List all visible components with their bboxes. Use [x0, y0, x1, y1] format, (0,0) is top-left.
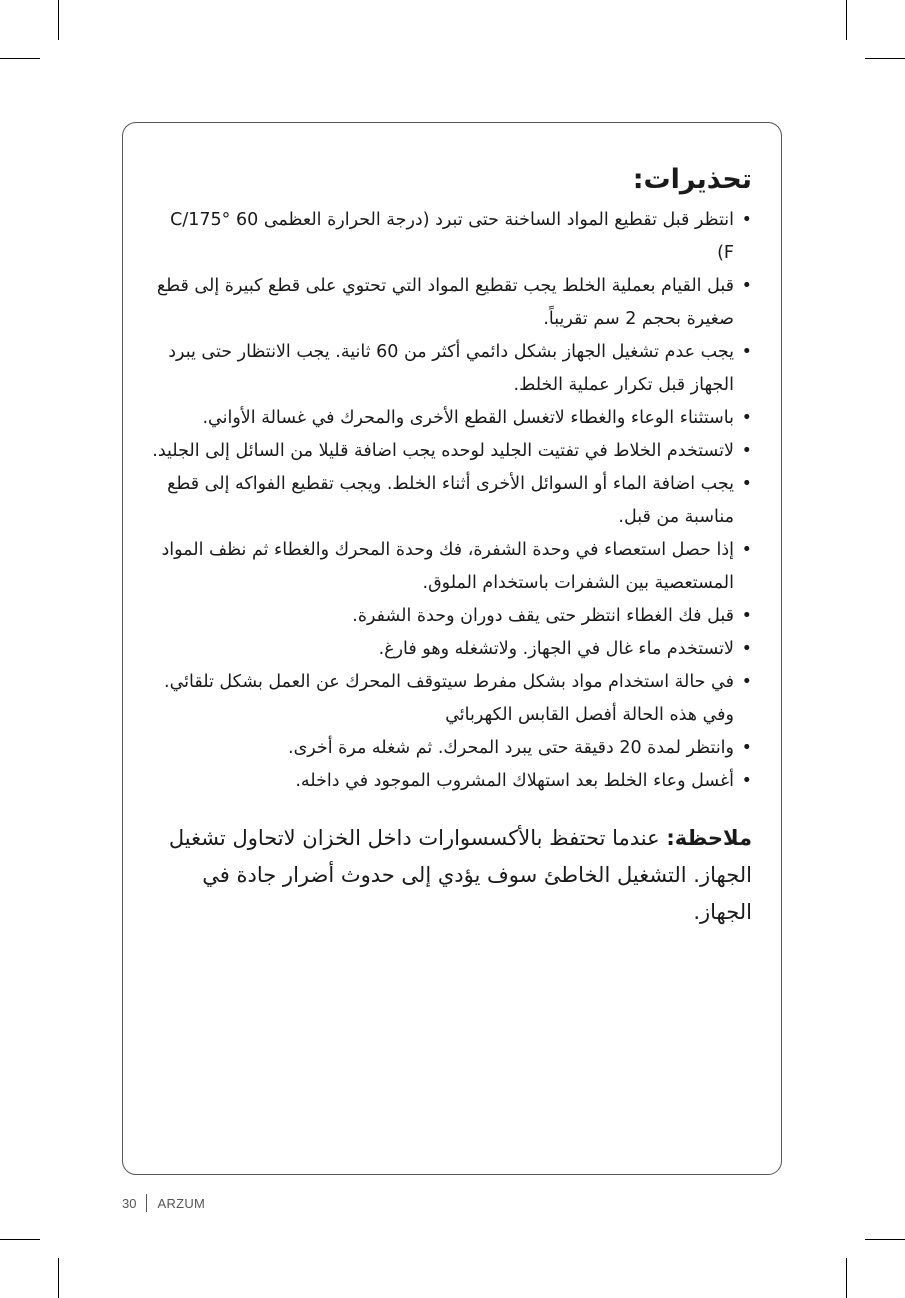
section-title: تحذيرات:: [632, 164, 752, 195]
bullet-icon: •: [741, 441, 752, 461]
page-number: 30: [122, 1195, 137, 1211]
crop-mark-bottom-left-h: [0, 1239, 40, 1240]
bullet-icon: •: [741, 210, 752, 230]
list-item: • وانتظر لمدة 20 دقيقة حتى يبرد المحرك. ثم شغله مرة أخرى.: [150, 732, 752, 765]
list-item: • قبل القيام بعملية الخلط يجب تقطيع المواد التي تحتوي على قطع كبيرة إلى قطع صغيرة بحجم 2 سم تقريباً.: [150, 270, 752, 336]
note-text: عندما تحتفظ بالأكسسوارات داخل الخزان لاتحاول تشغيل الجهاز. التشغيل الخاطئ سوف يؤدي إلى حدوث أضرار جادة في الجهاز.: [168, 826, 752, 924]
list-item: • أغسل وعاء الخلط بعد استهلاك المشروب الموجود في داخله.: [150, 765, 752, 798]
bullet-icon: •: [741, 276, 752, 296]
note-paragraph: [150, 820, 752, 931]
brand-name: ARZUM: [157, 1195, 206, 1211]
warnings-section: [150, 162, 752, 931]
list-item: • لاتستخدم الخلاط في تفتيت الجليد لوحده يجب اضافة قليلا من السائل إلى الجليد.: [150, 435, 752, 468]
bullet-icon: •: [741, 639, 752, 659]
list-item: • باستثناء الوعاء والغطاء لاتغسل القطع الأخرى والمحرك في غسالة الأواني.: [150, 402, 752, 435]
crop-mark-bottom-right-h: [865, 1239, 905, 1240]
bullet-icon: •: [741, 606, 752, 626]
warnings-list: [150, 204, 752, 798]
crop-mark-bottom-left-v: [58, 1258, 59, 1298]
page-footer: [122, 1194, 205, 1212]
bullet-icon: •: [741, 408, 752, 428]
list-item: • انتظر قبل تقطيع المواد الساخنة حتى تبرد (درجة الحرارة العظمى 60 °C/175 F): [150, 204, 752, 270]
footer-divider: [146, 1194, 147, 1212]
bullet-icon: •: [741, 738, 752, 758]
bullet-icon: •: [741, 474, 752, 494]
list-item: • يجب عدم تشغيل الجهاز بشكل دائمي أكثر من 60 ثانية. يجب الانتظار حتى يبرد الجهاز قبل تكرار عملية الخلط.: [150, 336, 752, 402]
note-label: ملاحظة:: [666, 826, 752, 850]
bullet-icon: •: [741, 342, 752, 362]
crop-mark-bottom-right-v: [846, 1258, 847, 1298]
crop-mark-top-right-h: [865, 58, 905, 59]
crop-mark-top-left-v: [58, 0, 59, 40]
list-item: • إذا حصل استعصاء في وحدة الشفرة، فك وحدة المحرك والغطاء ثم نظف المواد المستعصية بين الشفرات باستخدام الملوق.: [150, 534, 752, 600]
bullet-icon: •: [741, 672, 752, 692]
list-item: • في حالة استخدام مواد بشكل مفرط سيتوقف المحرك عن العمل بشكل تلقائي. وفي هذه الحالة أفصل القابس الكهربائي: [150, 666, 752, 732]
list-item: • قبل فك الغطاء انتظر حتى يقف دوران وحدة الشفرة.: [150, 600, 752, 633]
bullet-icon: •: [741, 540, 752, 560]
bullet-icon: •: [741, 771, 752, 791]
crop-mark-top-left-h: [0, 58, 40, 59]
list-item: • يجب اضافة الماء أو السوائل الأخرى أثناء الخلط. ويجب تقطيع الفواكه إلى قطع مناسبة من قبل.: [150, 468, 752, 534]
crop-mark-top-right-v: [846, 0, 847, 40]
list-item: • لاتستخدم ماء غال في الجهاز. ولاتشغله وهو فارغ.: [150, 633, 752, 666]
